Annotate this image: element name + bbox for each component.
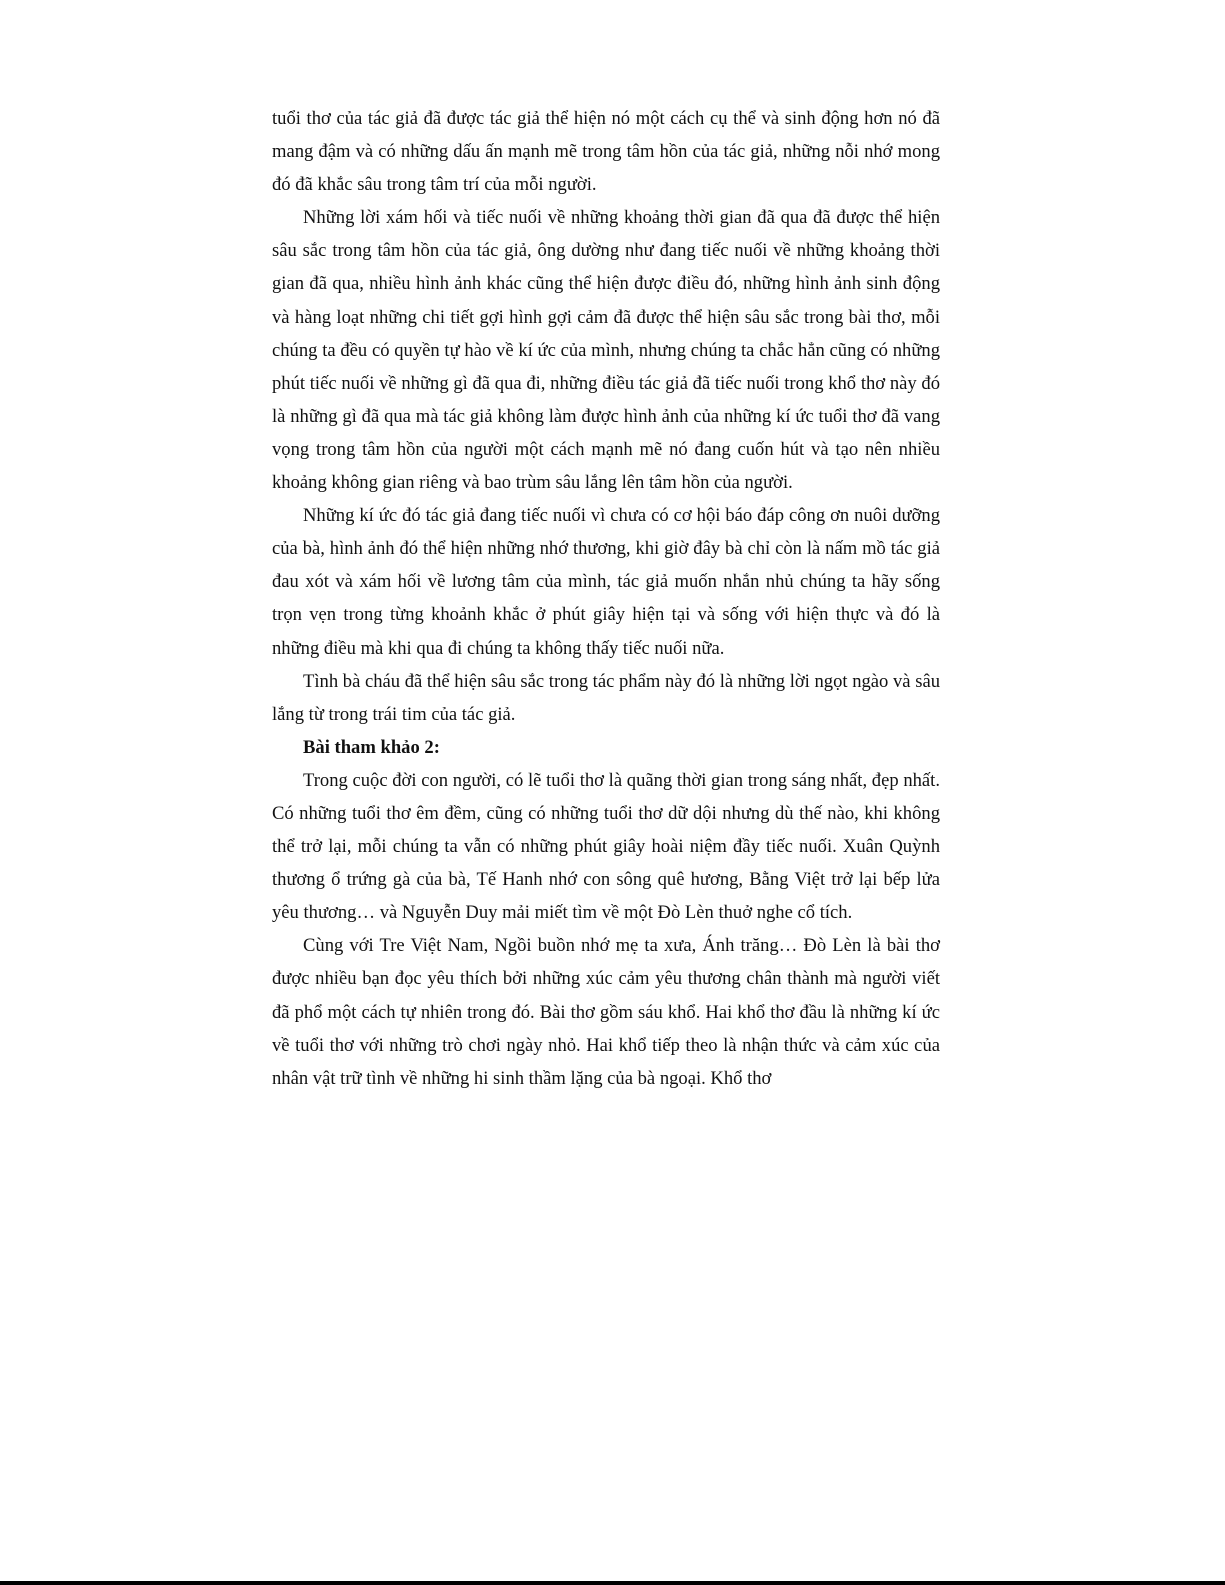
paragraph-4: Tình bà cháu đã thể hiện sâu sắc trong tác phẩm này đó là những lời ngọt ngào và sâu lắng từ trong trái tim của tác giả.	[272, 670, 940, 725]
paragraph-5: Trong cuộc đời con người, có lẽ tuổi thơ là quãng thời gian trong sáng nhất, đẹp nhất. Có những tuổi thơ êm đềm, cũng có những tuổi thơ dữ dội nhưng dù thế nào, khi không thể trở lại, mỗi chúng ta vẫn có những phút giây hoài niệm đầy tiếc nuối. Xuân Quỳnh thương ổ trứng gà của bà, Tế Hanh nhớ con sông quê hương, Bằng Việt trở lại bếp lửa yêu thương… và Nguyễn Duy mải miết tìm về một Đò Lèn thuở nghe cổ tích.	[272, 769, 940, 924]
document-body	[272, 102, 940, 1095]
paragraph-1: tuổi thơ của tác giả đã được tác giả thể hiện nó một cách cụ thể và sinh động hơn nó đã mang đậm và có những dấu ấn mạnh mẽ trong tâm hồn của tác giả, những nỗi nhớ mong đó đã khắc sâu trong tâm trí của mỗi người.	[272, 108, 940, 196]
paragraph-2: Những lời xám hối và tiếc nuối về những khoảng thời gian đã qua đã được thể hiện sâu sắc trong tâm hồn của tác giả, ông dường như đang tiếc nuối về những khoảng thời gian đã qua, nhiều hình ảnh khác cũng thể hiện được điều đó, những hình ảnh sinh động và hàng loạt những chi tiết gợi hình gợi cảm đã được thể hiện sâu sắc trong bài thơ, mỗi chúng ta đều có quyền tự hào về kí ức của mình, nhưng chúng ta chắc hẳn cũng có những phút tiếc nuối về những gì đã qua đi, những điều tác giả đã tiếc nuối trong khổ thơ này đó là những gì đã qua mà tác giả không làm được hình ảnh của những kí ức tuổi thơ đã vang vọng trong tâm hồn của người một cách mạnh mẽ nó đang cuốn hút và tạo nên nhiều khoảng không gian riêng và bao trùm sâu lắng lên tâm hồn của người.	[272, 207, 940, 494]
paragraph-3: Những kí ức đó tác giả đang tiếc nuối vì chưa có cơ hội báo đáp công ơn nuôi dưỡng của bà, hình ảnh đó thể hiện những nhớ thương, khi giờ đây bà chỉ còn là nấm mồ tác giả đau xót và xám hối về lương tâm của mình, tác giả muốn nhắn nhủ chúng ta hãy sống trọn vẹn trong từng khoảnh khắc ở phút giây hiện tại và sống với hiện thực và đó là những điều mà khi qua đi chúng ta không thấy tiếc nuối nữa.	[272, 505, 940, 659]
section-heading: Bài tham khảo 2:	[303, 736, 440, 758]
paragraph-6: Cùng với Tre Việt Nam, Ngồi buồn nhớ mẹ ta xưa, Ánh trăng… Đò Lèn là bài thơ được nhiều bạn đọc yêu thích bởi những xúc cảm yêu thương chân thành mà người viết đã phổ một cách tự nhiên trong đó. Bài thơ gồm sáu khổ. Hai khổ thơ đầu là những kí ức về tuổi thơ với những trò chơi ngày nhỏ. Hai khổ tiếp theo là nhận thức và cảm xúc của nhân vật trữ tình về những hi sinh thầm lặng của bà ngoại. Khổ thơ	[272, 935, 940, 1089]
page-bottom-border	[0, 1581, 1225, 1585]
